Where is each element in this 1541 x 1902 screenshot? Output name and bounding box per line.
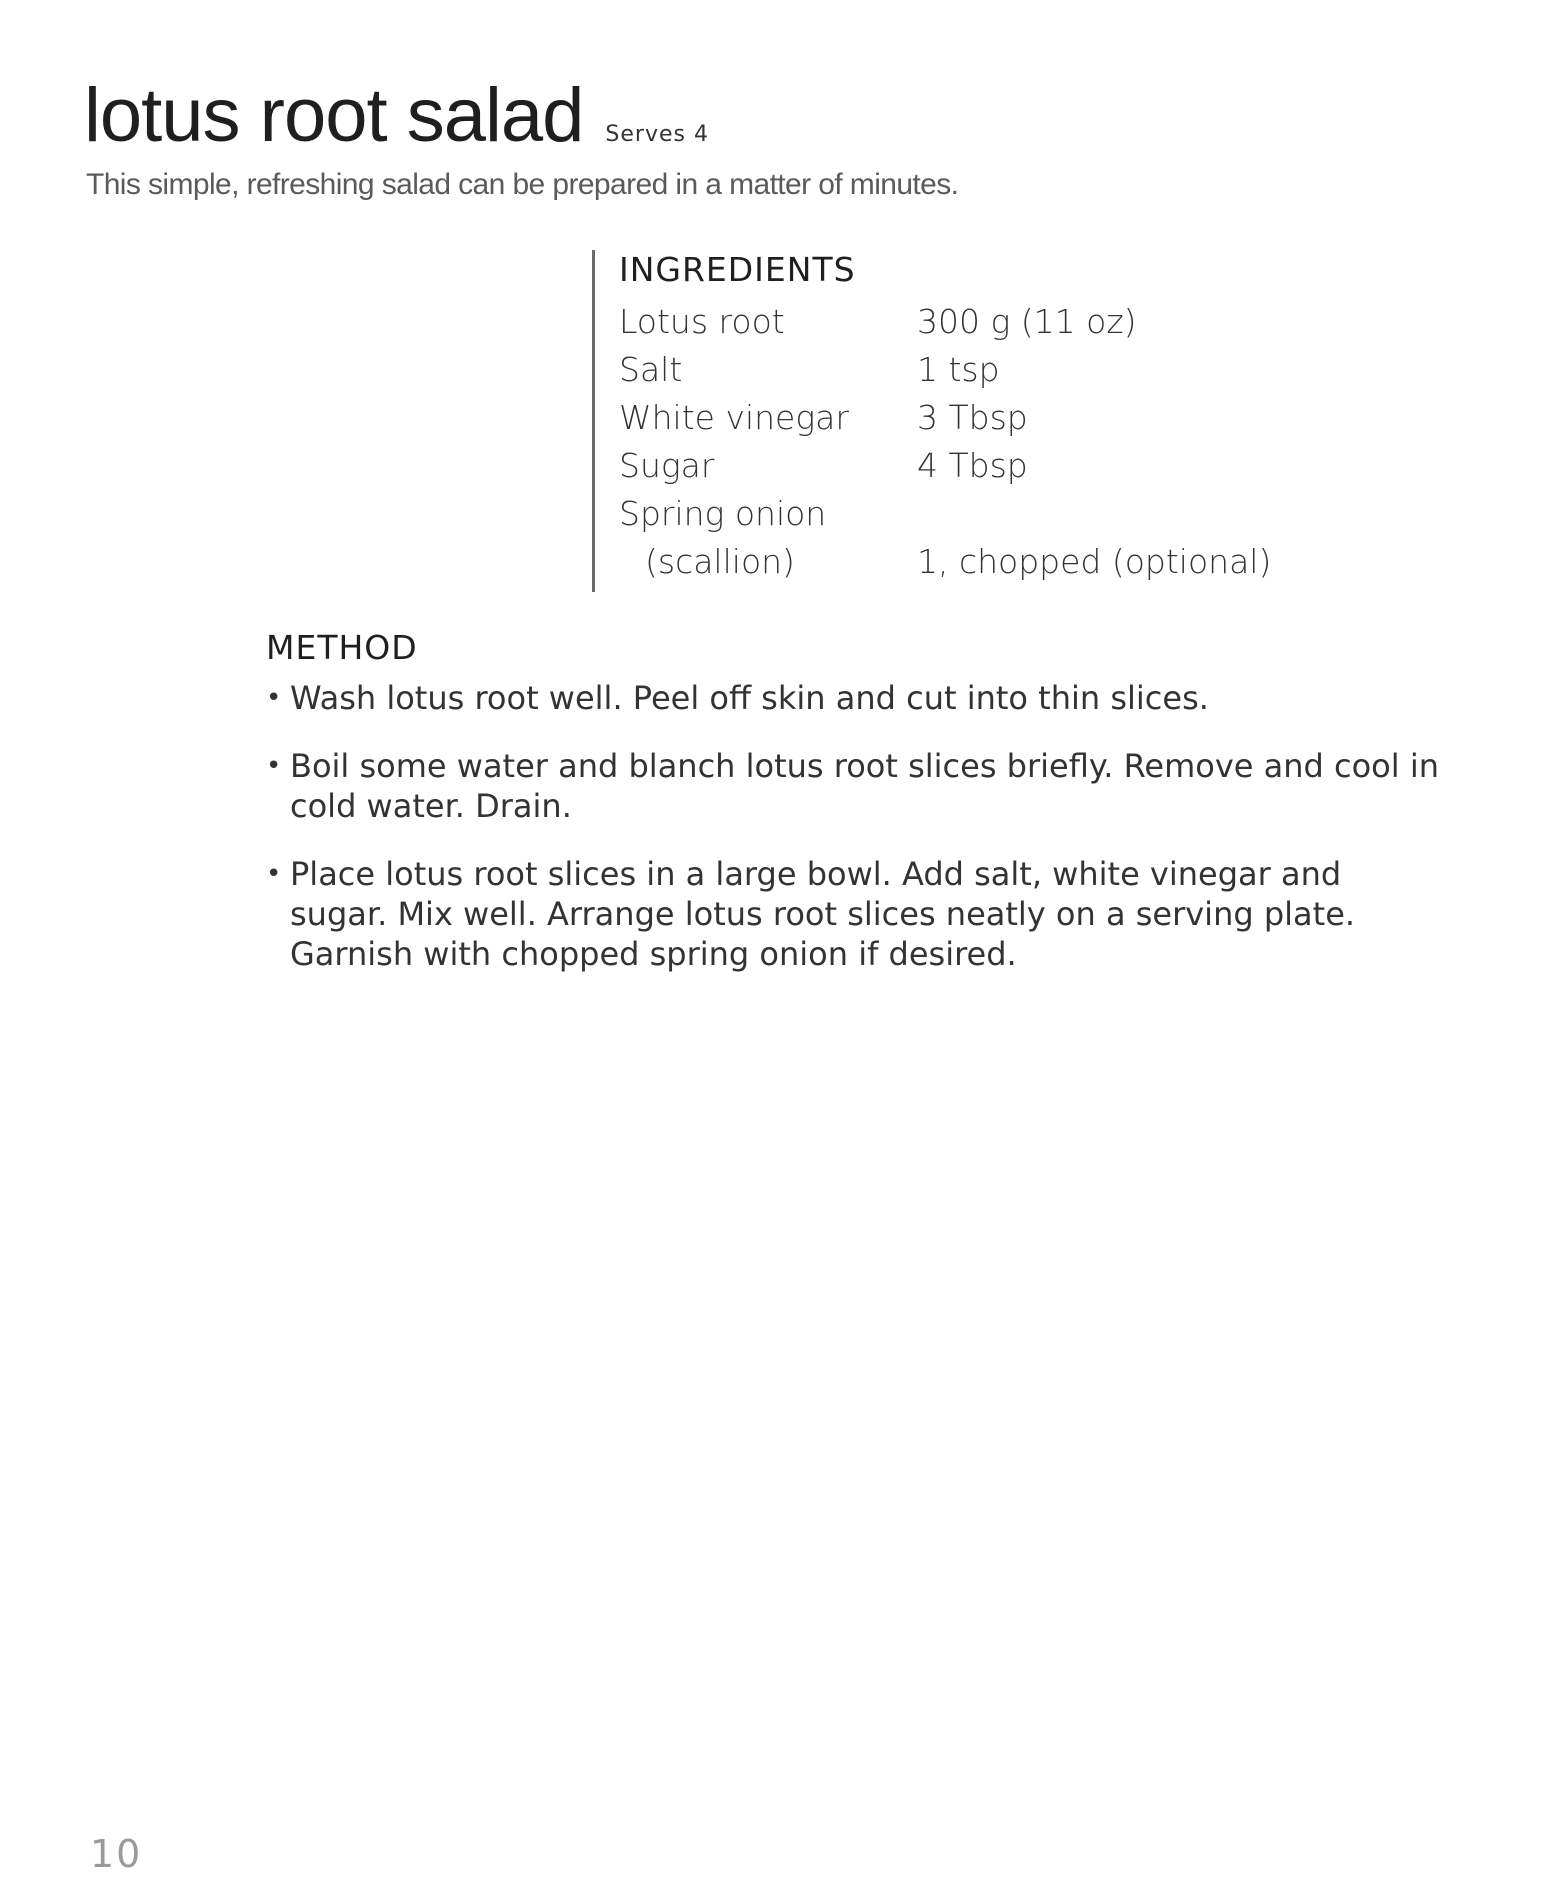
- ingredient-name: Salt: [619, 350, 683, 390]
- method-step: [266, 678, 1446, 718]
- ingredient-amount: [917, 490, 1271, 538]
- method-steps: [266, 678, 1446, 974]
- ingredients-table: [619, 298, 1271, 586]
- bullet-icon: •: [266, 750, 282, 781]
- ingredient-amount: 300 g (11 oz): [917, 302, 1137, 342]
- title-row: [84, 73, 709, 158]
- ingredient-row: [619, 442, 1271, 490]
- ingredient-amount: 1, chopped (optional): [917, 542, 1272, 582]
- ingredient-row: [619, 490, 1271, 538]
- serves-note: Serves 4: [605, 122, 709, 147]
- bullet-icon: •: [266, 858, 282, 889]
- ingredient-name: Lotus root: [619, 302, 785, 342]
- method-section: [266, 628, 1446, 1002]
- method-step: [266, 746, 1446, 826]
- ingredient-row: [619, 394, 1271, 442]
- method-step-text: Place lotus root slices in a large bowl. Add salt, white vinegar and sugar. Mix well. Arrange lotus root slices neatly on a serving plate. Garnish with chopped spring onion if desired.: [290, 854, 1356, 973]
- recipe-title: lotus root salad: [84, 73, 584, 158]
- page-number: 10: [90, 1832, 143, 1876]
- method-step-text: Wash lotus root well. Peel off skin and cut into thin slices.: [290, 678, 1209, 717]
- ingredient-name: Spring onion: [619, 494, 827, 534]
- ingredient-name: White vinegar: [619, 398, 849, 438]
- ingredient-amount: 1 tsp: [917, 350, 1000, 390]
- ingredient-name: (scallion): [645, 542, 795, 582]
- ingredient-amount: 3 Tbsp: [917, 398, 1028, 438]
- bullet-icon: •: [266, 682, 282, 713]
- ingredient-amount: 4 Tbsp: [917, 446, 1028, 486]
- ingredient-name: Sugar: [619, 446, 715, 486]
- recipe-intro: This simple, refreshing salad can be prepared in a matter of minutes.: [86, 168, 959, 201]
- method-heading: METHOD: [266, 628, 418, 667]
- ingredients-section: [592, 250, 1271, 592]
- ingredients-heading: INGREDIENTS: [619, 250, 856, 289]
- ingredient-row: [619, 346, 1271, 394]
- ingredient-row: [619, 298, 1271, 346]
- method-step-text: Boil some water and blanch lotus root slices briefly. Remove and cool in cold water. Drain.: [290, 746, 1439, 825]
- ingredient-row: [619, 538, 1271, 586]
- method-step: [266, 854, 1446, 974]
